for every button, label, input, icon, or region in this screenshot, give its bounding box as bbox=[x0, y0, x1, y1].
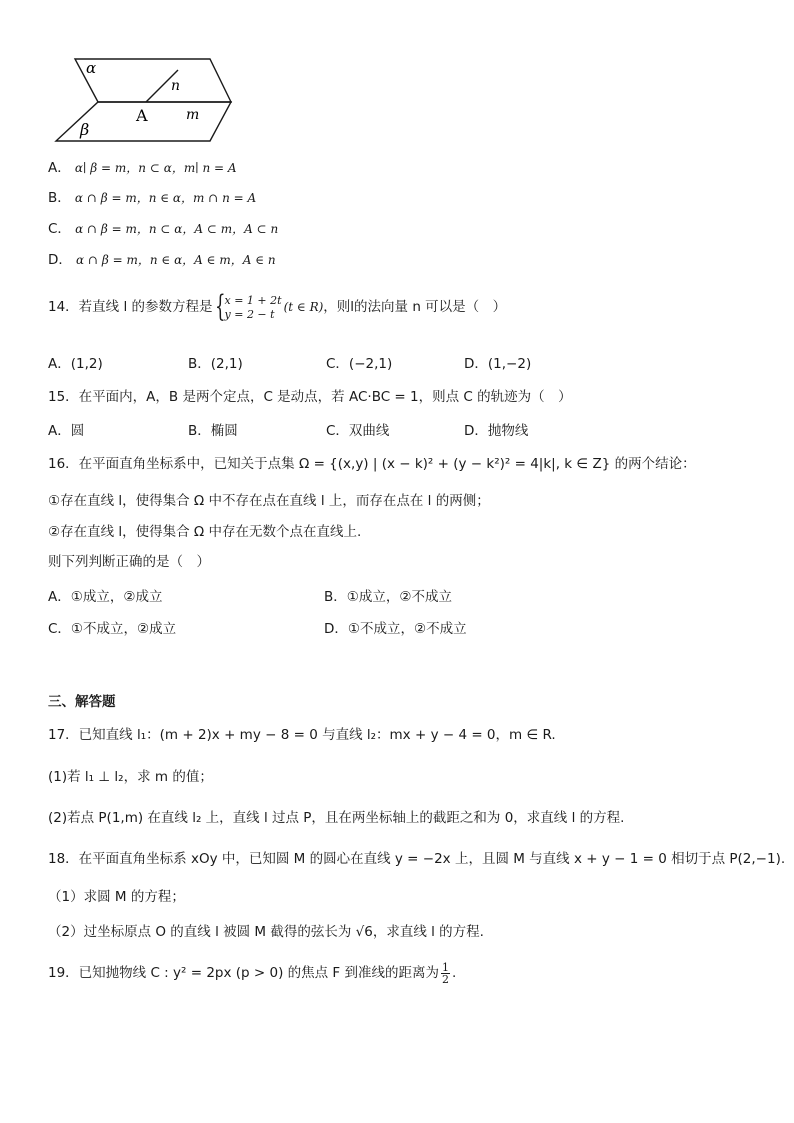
planes-figure bbox=[50, 52, 240, 144]
q19-stem: 19．已知抛物线 C : y² = 2px (p > 0) 的焦点 F 到准线的距离为 $\frac{1}{2}$ . bbox=[48, 961, 457, 986]
q16-question: 则下列判断正确的是（ ） bbox=[48, 554, 210, 570]
q16-options-row-2 bbox=[48, 617, 754, 637]
q15-stem: 15．在平面内，A，B 是两个定点，C 是动点，若 AC·BC = 1，则点 C 的轨迹为（ ） bbox=[48, 389, 572, 405]
q16-statement-1: ①存在直线 l，使得集合 Ω 中不存在点在直线 l 上，而存在点在 l 的两侧； bbox=[48, 493, 490, 509]
q16-option-b: B．①成立，②不成立 bbox=[324, 589, 452, 605]
q18-stem: 18．在平面直角坐标系 xOy 中，已知圆 M 的圆心在直线 y = −2x 上，且圆 M 与直线 x + y − 1 = 0 相切于点 P(2,−1). bbox=[48, 851, 786, 867]
q17-part-1: (1)若 l₁ ⊥ l₂，求 m 的值； bbox=[48, 769, 213, 785]
q16-option-c: C．①不成立，②成立 bbox=[48, 621, 177, 637]
q14-option-d: D．(1,−2) bbox=[464, 356, 532, 372]
q17-part-2: (2)若点 P(1,m) 在直线 l₂ 上，直线 l 过点 P，且在两坐标轴上的截距之和为 0，求直线 l 的方程. bbox=[48, 810, 625, 826]
q16-statement-2: ②存在直线 l，使得集合 Ω 中存在无数个点在直线上. bbox=[48, 524, 362, 540]
label-beta: β bbox=[80, 120, 90, 139]
q13-option-a: A． α∣ β = m，n ⊂ α，m∣ n = A bbox=[48, 160, 237, 176]
q15-option-b: B．椭圆 bbox=[188, 423, 238, 439]
section-heading: 三、解答题 bbox=[48, 694, 116, 710]
label-m: m bbox=[186, 107, 200, 123]
q14-option-b: B．(2,1) bbox=[188, 356, 243, 372]
q18-part-1: （1）求圆 M 的方程； bbox=[48, 889, 185, 905]
q14-option-a: A．(1,2) bbox=[48, 356, 103, 372]
q18-part-2: （2）过坐标原点 O 的直线 l 被圆 M 截得的弦长为 √6，求直线 l 的方程. bbox=[48, 924, 484, 940]
q19-fraction: $\frac{1}{2}$ bbox=[442, 961, 449, 986]
q16-options-row-1 bbox=[48, 585, 754, 605]
q15-options bbox=[48, 419, 754, 439]
q13-option-d: D． α ∩ β = m，n ∈ α，A ∈ m，A ∈ n bbox=[48, 252, 276, 268]
label-a: A bbox=[136, 106, 148, 125]
q15-option-d: D．抛物线 bbox=[464, 423, 529, 439]
q14-stem: 14．若直线 l 的参数方程是 { x = 1 + 2t y = 2 − t (t ∈ R)，则l的法向量 n 可以是（ ） bbox=[48, 288, 507, 324]
label-n: n bbox=[171, 78, 181, 94]
q15-option-c: C．双曲线 bbox=[326, 423, 390, 439]
q14-option-c: C．(−2,1) bbox=[326, 356, 393, 372]
q16-stem: 16．在平面直角坐标系中，已知关于点集 Ω = {(x,y) | (x − k)² + (y − k²)² = 4|k|, k ∈ Z} 的两个结论： bbox=[48, 456, 696, 472]
q13-option-b: B． α ∩ β = m，n ∈ α，m ∩ n = A bbox=[48, 190, 257, 206]
q14-equation-system: { x = 1 + 2t y = 2 − t bbox=[214, 288, 282, 324]
label-alpha: α bbox=[86, 59, 97, 77]
q16-option-d: D．①不成立，②不成立 bbox=[324, 621, 467, 637]
q14-options bbox=[48, 352, 754, 372]
q15-option-a: A．圆 bbox=[48, 423, 85, 439]
q13-option-c: C． α ∩ β = m，n ⊂ α，A ⊂ m，A ⊂ n bbox=[48, 221, 279, 237]
q16-option-a: A．①成立，②成立 bbox=[48, 589, 163, 605]
q17-stem: 17．已知直线 l₁：(m + 2)x + my − 8 = 0 与直线 l₂：mx + y − 4 = 0，m ∈ R. bbox=[48, 727, 556, 743]
